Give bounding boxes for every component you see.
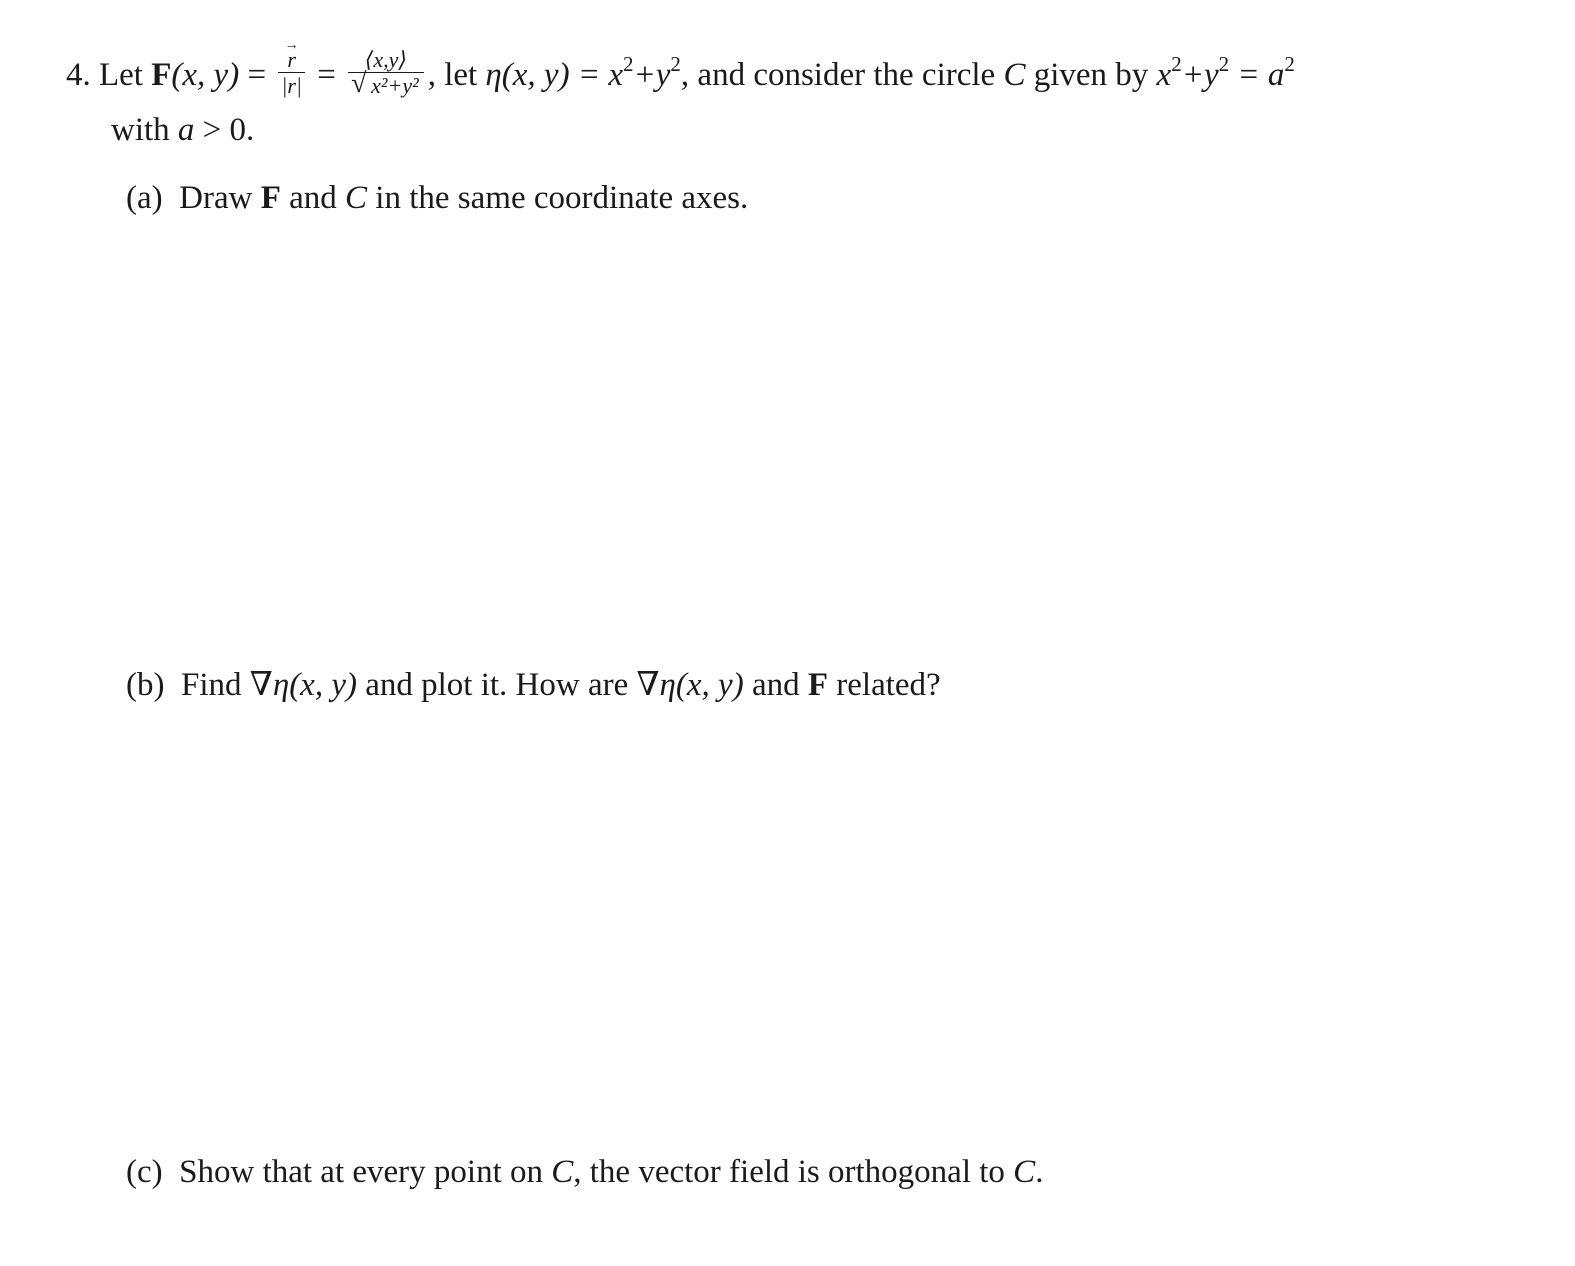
radical-sign: √ — [351, 68, 367, 99]
part-a — [126, 178, 748, 218]
problem-number: 4. — [66, 57, 91, 94]
part-a-text-3: in the same coordinate axes. — [375, 180, 749, 216]
consider-text: , and consider the circle — [680, 57, 996, 94]
exponent-2d: 2 — [1218, 52, 1230, 77]
let-eta-text: , let — [427, 57, 478, 94]
exponent-2: 2 — [623, 52, 634, 77]
with-word: with — [111, 112, 170, 148]
eta-symbol-2: η — [659, 667, 676, 703]
circle-x: x — [1156, 57, 1172, 94]
part-c — [126, 1152, 1043, 1192]
part-c-text-2: , the vector field is orthogonal to — [573, 1154, 1005, 1190]
vector-field-symbol: F — [151, 57, 172, 94]
part-c-end: . — [1035, 1154, 1044, 1190]
a-symbol: a — [177, 112, 195, 148]
sqrt-expression — [351, 68, 421, 99]
equals-1: = — [247, 57, 267, 94]
plus-y: +y — [633, 57, 671, 94]
exponent-2e: 2 — [1284, 52, 1295, 77]
fraction-denominator-sqrt — [348, 68, 424, 99]
part-c-label: (c) — [126, 1154, 163, 1190]
part-c-C-1: C — [551, 1154, 574, 1190]
field-args: (x, y) — [171, 57, 240, 94]
gradient-args-1: (x, y) — [289, 667, 357, 703]
part-a-text-1: Draw — [179, 180, 253, 216]
part-b-F: F — [807, 667, 829, 703]
exponent-2c: 2 — [1171, 52, 1182, 77]
part-c-text-1: Show that at every point on — [179, 1154, 543, 1190]
nabla-symbol-1: ∇ — [249, 667, 273, 703]
gt-zero: > 0. — [202, 112, 255, 148]
part-b-text-3: and — [751, 667, 800, 703]
problem-statement-line-2 — [111, 110, 254, 150]
exponent-2b: 2 — [670, 52, 681, 77]
part-b-text-2: and plot it. How are — [365, 667, 629, 703]
part-b-text-4: related? — [836, 667, 941, 703]
circle-plus-y: +y — [1181, 57, 1219, 94]
fraction-denominator: |r| — [281, 73, 302, 98]
gradient-args-2: (x, y) — [675, 667, 744, 703]
unit-vector-fraction — [278, 48, 305, 99]
nabla-symbol-2: ∇ — [636, 667, 660, 703]
part-b-text-1: Find — [180, 667, 242, 703]
radicand: x²+y² — [371, 73, 419, 98]
eta-symbol-1: η — [272, 667, 290, 703]
problem-statement-line-1 — [66, 47, 1295, 103]
part-a-label: (a) — [126, 180, 163, 216]
part-a-F: F — [260, 180, 281, 216]
r-vector: r → — [287, 48, 296, 72]
circle-symbol: C — [1003, 57, 1026, 94]
circle-equals-a: = a — [1237, 57, 1285, 94]
fraction-numerator-xy: ⟨x,y⟩ — [348, 48, 424, 73]
fraction-numerator — [278, 48, 305, 73]
part-a-C: C — [345, 180, 368, 216]
part-a-text-2: and — [289, 180, 337, 216]
eta-symbol: η — [485, 57, 502, 94]
part-b-label: (b) — [126, 667, 165, 703]
let-word: Let — [99, 57, 143, 94]
part-b — [126, 665, 941, 705]
part-c-C-2: C — [1013, 1154, 1036, 1190]
given-by-text: given by — [1033, 57, 1149, 94]
equals-2: = — [317, 57, 336, 94]
eta-args: (x, y) = x — [501, 57, 623, 94]
normalized-fraction — [348, 48, 424, 99]
